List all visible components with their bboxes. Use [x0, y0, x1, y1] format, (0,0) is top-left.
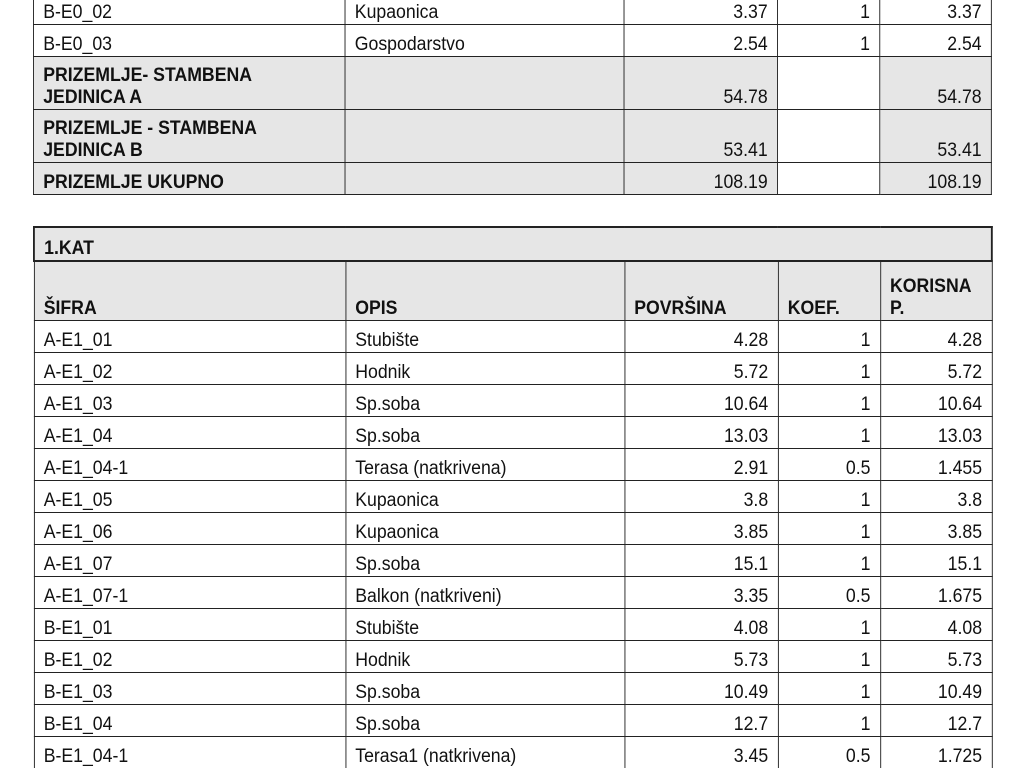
cell-koef: 0.5: [778, 577, 880, 609]
header-korisna: KORISNA P.: [880, 261, 992, 321]
cell-koef: 1: [778, 641, 880, 673]
table-row: [34, 577, 992, 609]
cell-povrsina: 3.45: [624, 737, 777, 768]
cell-korisna: 5.72: [880, 353, 992, 385]
cell-sifra: A-E1_04-1: [34, 449, 346, 481]
summary-empty-cell: [345, 110, 624, 163]
cell-koef: 1: [778, 385, 880, 417]
cell-povrsina: 3.35: [624, 577, 777, 609]
summary-row-unit-a: [33, 57, 991, 110]
cell-povrsina: 3.8: [624, 481, 777, 513]
cell-korisna: 1.725: [880, 737, 992, 768]
table-row: [34, 385, 992, 417]
summary-povrsina: 54.78: [624, 57, 777, 110]
cell-korisna: 12.7: [880, 705, 992, 737]
cell-korisna: 4.08: [880, 609, 992, 641]
cell-koef: 1: [778, 481, 880, 513]
cell-korisna: 4.28: [880, 321, 992, 353]
table-row: [34, 481, 992, 513]
summary-row-total: [33, 163, 991, 195]
table-row: [34, 417, 992, 449]
header-povrsina: POVRŠINA: [624, 261, 777, 321]
summary-korisna: 54.78: [880, 57, 992, 110]
cell-povrsina: 5.73: [624, 641, 777, 673]
cell-korisna: 15.1: [880, 545, 992, 577]
cell-korisna: 10.49: [880, 673, 992, 705]
cell-sifra: A-E1_04: [34, 417, 346, 449]
table-row: [33, 0, 991, 25]
cell-sifra: B-E1_03: [34, 673, 346, 705]
cell-sifra: A-E1_05: [34, 481, 346, 513]
cell-korisna: 1.455: [880, 449, 992, 481]
cell-povrsina: 2.91: [624, 449, 777, 481]
cell-povrsina: 4.08: [624, 609, 777, 641]
cell-korisna: 3.37: [880, 0, 992, 25]
summary-row-unit-b: [33, 110, 991, 163]
table-row: [34, 609, 992, 641]
cell-sifra: A-E1_07: [34, 545, 346, 577]
header-opis: OPIS: [345, 261, 624, 321]
cell-sifra: A-E1_07-1: [34, 577, 346, 609]
table-row: [34, 545, 992, 577]
section-title-row: [34, 227, 992, 261]
cell-koef: 1: [777, 25, 879, 57]
cell-povrsina: 3.85: [624, 513, 777, 545]
cell-koef: 0.5: [778, 449, 880, 481]
summary-empty-cell: [345, 163, 624, 195]
header-row: [34, 261, 992, 321]
summary-korisna: 53.41: [880, 110, 992, 163]
cell-povrsina: 10.64: [624, 385, 777, 417]
cell-opis: Kupaonica: [345, 481, 624, 513]
summary-label: PRIZEMLJE - STAMBENA JEDINICA B: [33, 110, 345, 163]
cell-sifra: A-E1_02: [34, 353, 346, 385]
header-sifra: ŠIFRA: [34, 261, 346, 321]
table-row: [34, 737, 992, 768]
cell-opis: Terasa1 (natkrivena): [345, 737, 624, 768]
cell-koef: 0.5: [778, 737, 880, 768]
cell-korisna: 1.675: [880, 577, 992, 609]
table-row: [33, 25, 991, 57]
cell-sifra: B-E1_04: [34, 705, 346, 737]
cell-koef: 1: [778, 705, 880, 737]
cell-korisna: 5.73: [880, 641, 992, 673]
cell-koef: 1: [778, 417, 880, 449]
cell-koef: 1: [778, 609, 880, 641]
section-title: 1.KAT: [34, 227, 992, 261]
cell-sifra: A-E1_06: [34, 513, 346, 545]
cell-koef: 1: [778, 673, 880, 705]
cell-korisna: 10.64: [880, 385, 992, 417]
cell-sifra: B-E0_03: [33, 25, 345, 57]
cell-sifra: B-E0_02: [33, 0, 345, 25]
cell-povrsina: 4.28: [624, 321, 777, 353]
table-row: [34, 673, 992, 705]
table-row: [34, 449, 992, 481]
summary-povrsina: 53.41: [624, 110, 777, 163]
cell-povrsina: 13.03: [624, 417, 777, 449]
cell-opis: Stubište: [345, 321, 624, 353]
cell-opis: Stubište: [345, 609, 624, 641]
summary-korisna: 108.19: [880, 163, 992, 195]
ground-floor-table: [33, 0, 992, 195]
cell-opis: Kupaonica: [345, 513, 624, 545]
cell-opis: Sp.soba: [345, 385, 624, 417]
cell-opis: Gospodarstvo: [345, 25, 624, 57]
summary-empty-cell: [345, 57, 624, 110]
summary-povrsina: 108.19: [624, 163, 777, 195]
summary-empty-cell: [777, 163, 879, 195]
cell-sifra: B-E1_02: [34, 641, 346, 673]
summary-empty-cell: [777, 110, 879, 163]
first-floor-table: [33, 226, 993, 768]
cell-sifra: B-E1_01: [34, 609, 346, 641]
cell-koef: 1: [778, 545, 880, 577]
summary-empty-cell: [777, 57, 879, 110]
cell-korisna: 3.85: [880, 513, 992, 545]
cell-opis: Hodnik: [345, 353, 624, 385]
cell-povrsina: 12.7: [624, 705, 777, 737]
cell-opis: Sp.soba: [345, 417, 624, 449]
table-row: [34, 705, 992, 737]
cell-koef: 1: [778, 321, 880, 353]
cell-opis: Balkon (natkriveni): [345, 577, 624, 609]
cell-korisna: 13.03: [880, 417, 992, 449]
cell-opis: Sp.soba: [345, 673, 624, 705]
summary-label: PRIZEMLJE UKUPNO: [33, 163, 345, 195]
cell-korisna: 3.8: [880, 481, 992, 513]
header-koef: KOEF.: [778, 261, 880, 321]
cell-korisna: 2.54: [880, 25, 992, 57]
table-row: [34, 641, 992, 673]
cell-opis: Sp.soba: [345, 545, 624, 577]
cell-opis: Terasa (natkrivena): [345, 449, 624, 481]
cell-povrsina: 5.72: [624, 353, 777, 385]
cell-koef: 1: [777, 0, 879, 25]
table-row: [34, 321, 992, 353]
cell-povrsina: 3.37: [624, 0, 777, 25]
cell-koef: 1: [778, 513, 880, 545]
cell-opis: Sp.soba: [345, 705, 624, 737]
table-row: [34, 513, 992, 545]
cell-povrsina: 10.49: [624, 673, 777, 705]
table-row: [34, 353, 992, 385]
cell-opis: Kupaonica: [345, 0, 624, 25]
summary-label: PRIZEMLJE- STAMBENA JEDINICA A: [33, 57, 345, 110]
cell-sifra: A-E1_01: [34, 321, 346, 353]
cell-povrsina: 2.54: [624, 25, 777, 57]
cell-opis: Hodnik: [345, 641, 624, 673]
cell-sifra: A-E1_03: [34, 385, 346, 417]
cell-povrsina: 15.1: [624, 545, 777, 577]
cell-koef: 1: [778, 353, 880, 385]
first-floor-rows: [34, 321, 992, 768]
cell-sifra: B-E1_04-1: [34, 737, 346, 768]
